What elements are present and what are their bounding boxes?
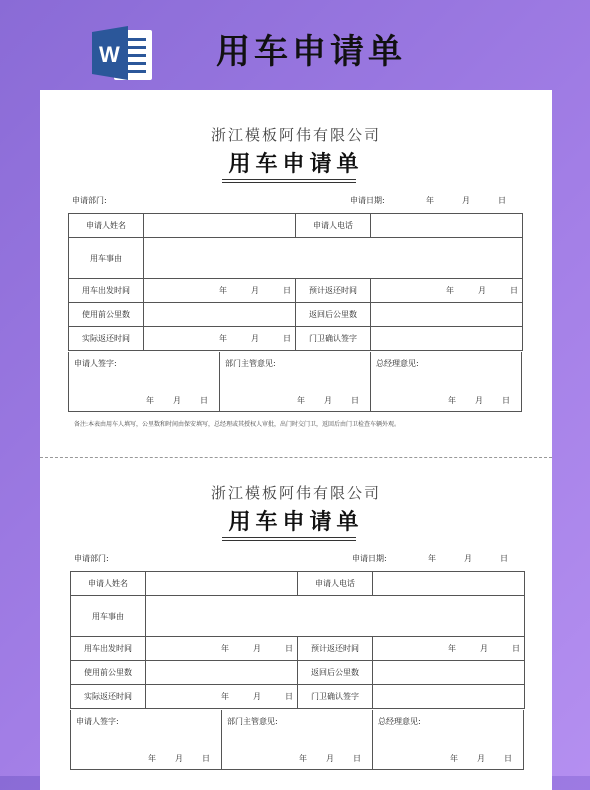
reason-label: 用车事由	[71, 596, 146, 637]
word-icon-letter: W	[99, 42, 120, 67]
title-underline	[222, 537, 356, 541]
cut-line	[40, 457, 552, 458]
applicant-name-label: 申请人姓名	[71, 572, 146, 596]
mileage-after-label: 返回后公里数	[298, 661, 373, 685]
table-row	[69, 214, 523, 238]
table-row	[69, 303, 523, 327]
form-note: 备注:本表由用车人填写，公里数和时间由保安填写，总经理或其授权人审批，出门时交门卫，返回后由门卫检查车辆外观。	[74, 421, 401, 428]
apply-date	[350, 195, 520, 206]
day-label: 日	[498, 196, 506, 205]
guard-sign-field[interactable]	[373, 685, 525, 709]
table-row	[71, 637, 525, 661]
mileage-before-label: 使用前公里数	[69, 303, 144, 327]
expected-return-field[interactable]: 年 月 日	[373, 637, 525, 661]
guard-sign-field[interactable]	[371, 327, 523, 351]
vehicle-request-table	[68, 213, 523, 351]
year-label: 年	[426, 196, 434, 205]
mileage-after-field[interactable]	[371, 303, 523, 327]
dept-opinion-label: 部门主管意见:	[225, 359, 276, 368]
year-label: 年	[428, 554, 436, 563]
table-row	[69, 327, 523, 351]
expected-return-label: 预计返还时间	[296, 279, 371, 303]
actual-return-label: 实际返还时间	[69, 327, 144, 351]
gm-opinion-box[interactable]: 总经理意见: 年 月 日	[376, 359, 510, 405]
applicant-phone-field[interactable]	[371, 214, 523, 238]
reason-label: 用车事由	[69, 238, 144, 279]
mileage-after-field[interactable]	[373, 661, 525, 685]
actual-return-field[interactable]: 年 月 日	[144, 327, 296, 351]
expected-return-field[interactable]: 年 月 日	[371, 279, 523, 303]
banner-header	[0, 0, 590, 90]
company-name: 浙江模板阿伟有限公司	[210, 126, 381, 144]
table-row	[71, 596, 525, 637]
applicant-sign-label: 申请人签字:	[74, 359, 117, 368]
actual-return-field[interactable]: 年 月 日	[146, 685, 298, 709]
applicant-phone-label: 申请人电话	[298, 572, 373, 596]
month-label: 月	[462, 196, 470, 205]
reason-field[interactable]	[146, 596, 525, 637]
applicant-sign-box[interactable]: 申请人签字: 年 月 日	[69, 352, 220, 411]
guard-sign-label: 门卫确认签字	[298, 685, 373, 709]
vehicle-request-table	[70, 571, 525, 709]
applicant-phone-field[interactable]	[373, 572, 525, 596]
apply-date	[352, 553, 522, 564]
mileage-before-label: 使用前公里数	[71, 661, 146, 685]
table-row	[71, 661, 525, 685]
gm-opinion-box[interactable]: 总经理意见: 年 月 日	[378, 717, 512, 763]
word-document-icon	[92, 24, 156, 82]
company-name: 浙江模板阿伟有限公司	[210, 484, 381, 502]
gm-opinion-label: 总经理意见:	[376, 359, 419, 368]
depart-time-label: 用车出发时间	[69, 279, 144, 303]
form-title: 用车申请单	[228, 151, 364, 177]
day-label: 日	[500, 554, 508, 563]
applicant-name-field[interactable]	[144, 214, 296, 238]
dept-opinion-box[interactable]: 部门主管意见: 年 月 日	[220, 352, 371, 411]
dept-label: 申请部门:	[72, 196, 107, 205]
guard-sign-label: 门卫确认签字	[296, 327, 371, 351]
depart-time-label: 用车出发时间	[71, 637, 146, 661]
table-row	[69, 279, 523, 303]
signature-row	[68, 352, 522, 412]
month-label: 月	[464, 554, 472, 563]
form-title: 用车申请单	[228, 509, 364, 535]
signature-row	[70, 710, 524, 770]
actual-return-label: 实际返还时间	[71, 685, 146, 709]
mileage-before-field[interactable]	[146, 661, 298, 685]
applicant-sign-box[interactable]: 申请人签字: 年 月 日	[71, 710, 222, 769]
dept-opinion-label: 部门主管意见:	[227, 717, 278, 726]
table-row	[71, 572, 525, 596]
document-page	[40, 90, 552, 790]
title-underline	[222, 179, 356, 183]
apply-date-label: 申请日期:	[350, 196, 385, 205]
depart-time-field[interactable]: 年 月 日	[144, 279, 296, 303]
table-row	[69, 238, 523, 279]
applicant-name-label: 申请人姓名	[69, 214, 144, 238]
applicant-name-field[interactable]	[146, 572, 298, 596]
mileage-after-label: 返回后公里数	[296, 303, 371, 327]
reason-field[interactable]	[144, 238, 523, 279]
table-row	[71, 685, 525, 709]
mileage-before-field[interactable]	[144, 303, 296, 327]
apply-date-label: 申请日期:	[352, 554, 387, 563]
gm-opinion-label: 总经理意见:	[378, 717, 421, 726]
applicant-phone-label: 申请人电话	[296, 214, 371, 238]
dept-opinion-box[interactable]: 部门主管意见: 年 月 日	[222, 710, 373, 769]
applicant-sign-label: 申请人签字:	[76, 717, 119, 726]
dept-label: 申请部门:	[74, 554, 109, 563]
depart-time-field[interactable]: 年 月 日	[146, 637, 298, 661]
expected-return-label: 预计返还时间	[298, 637, 373, 661]
banner-title: 用车申请单	[216, 32, 406, 72]
